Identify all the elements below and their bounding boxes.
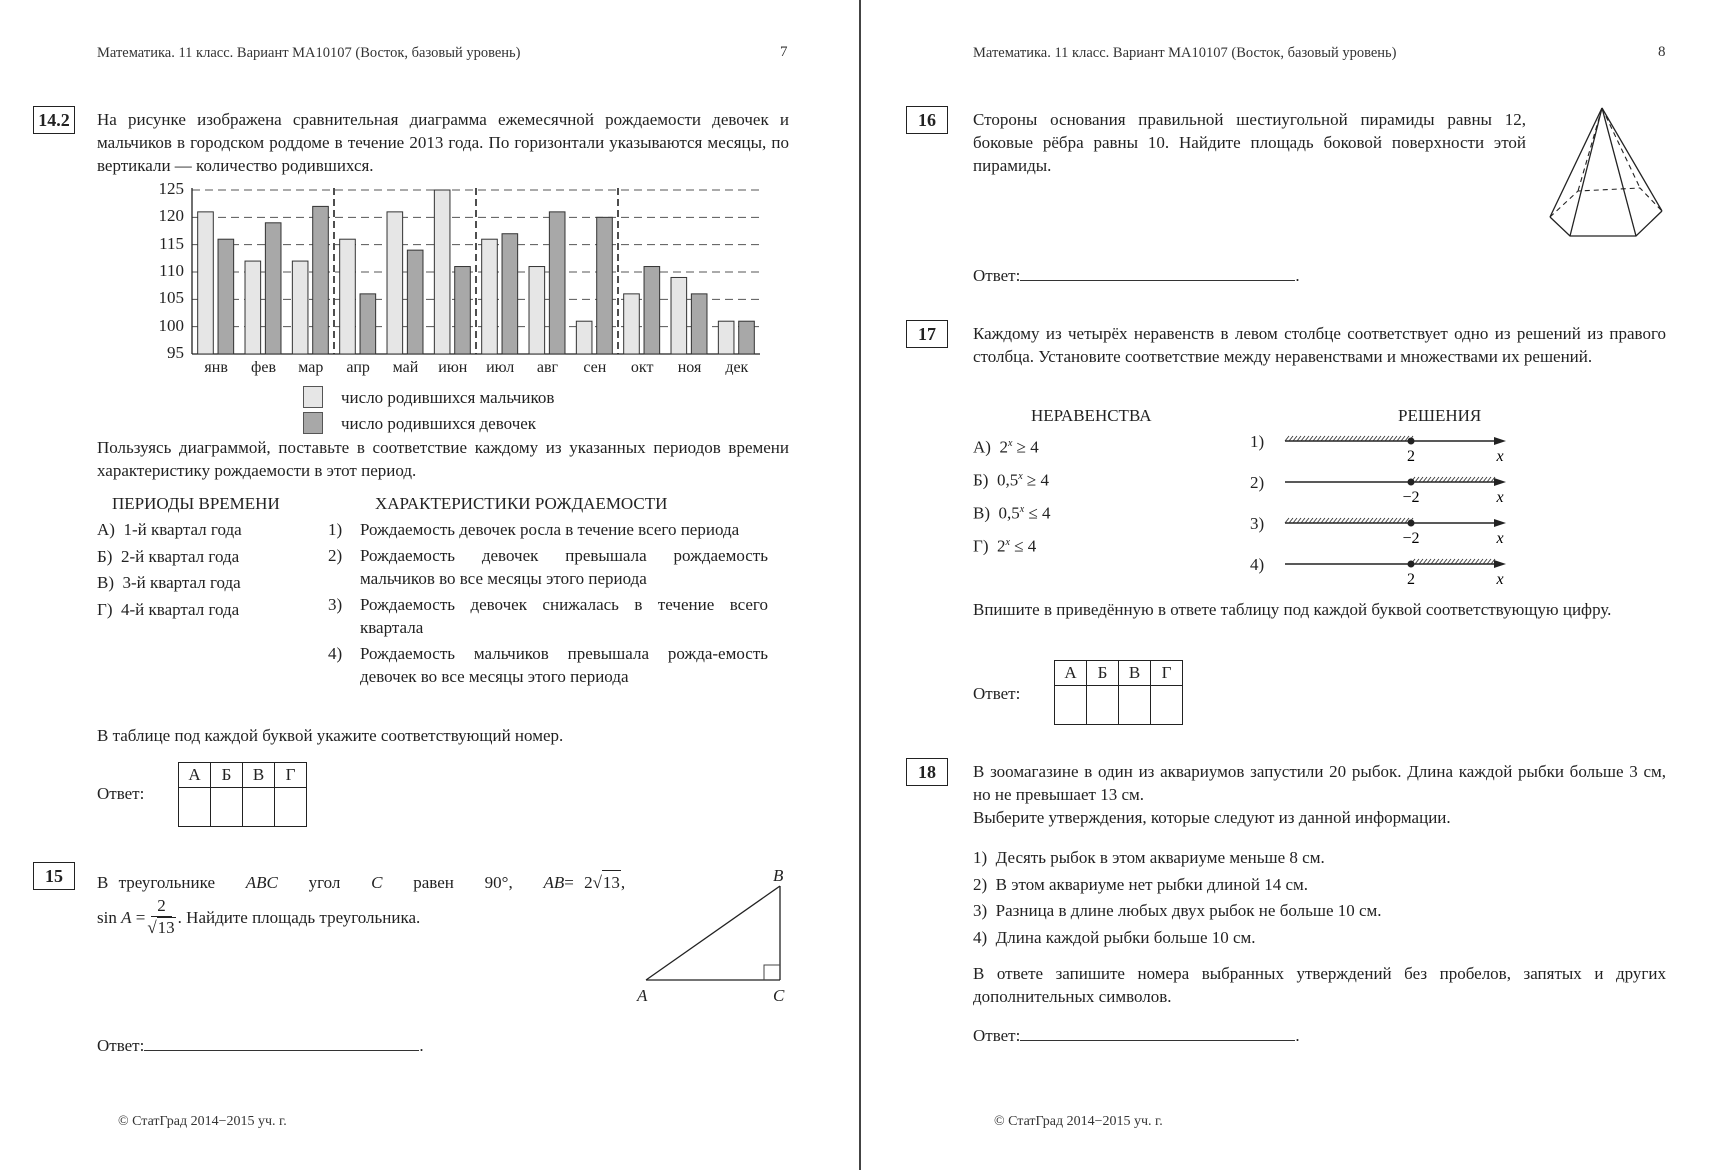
x-tick-label: сен <box>583 359 607 376</box>
answer-cell-v[interactable] <box>1119 686 1151 725</box>
legend-label-boys: число родившихся мальчиков <box>341 387 555 407</box>
task-14-2-instruction: Пользуясь диаграммой, поставьте в соответствие каждому из указанных периодов времени характеристику рождаемости в этот период. <box>97 438 789 480</box>
task-16-text: Стороны основания правильной шестиугольной пирамиды равны 12, боковые рёбра равны 10. Найдите площадь боковой поверхности этой пирамиды. <box>973 110 1526 175</box>
number-line-icon <box>1280 553 1520 593</box>
statements-list <box>973 846 1382 952</box>
svg-text:2: 2 <box>1407 571 1415 588</box>
hexagonal-pyramid-figure <box>1528 100 1668 240</box>
svg-text:x: x <box>1496 489 1504 506</box>
col-header: Б <box>211 763 243 788</box>
inequality-item: Б) 0,5$^x$ ≥ 4 <box>973 470 1049 490</box>
task-number-17: 17 <box>906 320 948 348</box>
col-header: В <box>1119 661 1151 686</box>
number-line-icon <box>1280 430 1520 470</box>
answer-label: Ответ: <box>97 784 145 803</box>
inequality-item: Г) 2$^x$ ≤ 4 <box>973 536 1037 556</box>
x-tick-label: июл <box>486 359 515 376</box>
footer-copyright: © СтатГрад 2014−2015 уч. г. <box>118 1114 287 1129</box>
answer-line-15: Ответ: . <box>97 1032 424 1056</box>
x-tick-label: июн <box>438 359 468 376</box>
col-header: Б <box>1087 661 1119 686</box>
period-item: А) 1-й квартал года <box>97 520 242 539</box>
page-number: 8 <box>1658 44 1666 60</box>
answer-input-16[interactable] <box>1020 262 1295 281</box>
page-7 <box>0 0 860 1170</box>
legend-item-boys <box>303 384 554 410</box>
fraction: $\frac{2}{√13}$ <box>147 896 175 937</box>
characteristics-header: ХАРАКТЕРИСТИКИ РОЖДАЕМОСТИ <box>375 494 668 513</box>
svg-text:x: x <box>1496 571 1504 588</box>
svg-text:2: 2 <box>1407 448 1415 465</box>
vertex-label-a: A <box>637 986 648 1005</box>
answer-table-17 <box>1054 660 1183 725</box>
statement-item: 4) Длина каждой рыбки больше 10 см. <box>973 927 1256 947</box>
task-number-16: 16 <box>906 106 948 134</box>
period-item: Г) 4-й квартал года <box>97 599 240 619</box>
table-instruction: В таблице под каждой буквой укажите соответствующий номер. <box>97 726 564 745</box>
task-number-15: 15 <box>33 862 75 890</box>
periods-header: ПЕРИОДЫ ВРЕМЕНИ <box>112 494 280 513</box>
inequality-item: А) 2$^x$ ≥ 4 <box>973 437 1039 457</box>
answer-cell-a[interactable] <box>179 788 211 827</box>
statement-item: 3) Разница в длине любых двух рыбок не больше 10 см. <box>973 901 1382 920</box>
task-15-line-2: sin A = $\frac{2}{√13}$ . Найдите площадь треугольника. <box>97 896 421 937</box>
page-header-title: Математика. 11 класс. Вариант МА10107 (Восток, базовый уровень) <box>97 45 521 61</box>
task-18-instruction: В ответе запишите номера выбранных утверждений без пробелов, запятых и других дополнительных символов. <box>973 964 1666 1006</box>
task-14-2-intro: На рисунке изображена сравнительная диаграмма ежемесячной рождаемости девочек и мальчиков в городском роддоме в течение 2013 года. По горизонтали указываются месяцы, по вертикали — количество родившихся. <box>97 110 789 175</box>
task-17-instruction: Впишите в приведённую в ответе таблицу под каждой буквой соответствующую цифру. <box>973 600 1612 619</box>
vertex-label-c: C <box>773 986 785 1005</box>
chart-legend <box>303 384 554 436</box>
task-number-14-2: 14.2 <box>33 106 75 134</box>
number-line-icon <box>1280 512 1520 552</box>
svg-text:−2: −2 <box>1402 530 1420 547</box>
inequalities-list <box>973 432 1051 564</box>
svg-text:x: x <box>1496 448 1504 465</box>
col-header: Г <box>1151 661 1183 686</box>
answer-cell-b[interactable] <box>1087 686 1119 725</box>
statement-item: 2) В этом аквариуме нет рыбки длиной 14 см. <box>973 874 1309 894</box>
inequality-item: В) 0,5$^x$ ≤ 4 <box>973 503 1051 523</box>
y-tick-label: 110 <box>159 261 184 280</box>
answer-table-14-2 <box>178 762 307 827</box>
solutions-header: РЕШЕНИЯ <box>1398 406 1482 425</box>
footer-copyright: © СтатГрад 2014−2015 уч. г. <box>994 1114 1163 1129</box>
col-header: Г <box>275 763 307 788</box>
inequalities-header: НЕРАВЕНСТВА <box>1031 406 1152 425</box>
x-tick-label: фев <box>250 359 277 376</box>
y-tick-label: 95 <box>167 343 184 362</box>
answer-input-18[interactable] <box>1020 1022 1295 1041</box>
answer-line-16: Ответ: . <box>973 262 1300 286</box>
answer-line-18: Ответ: . <box>973 1022 1300 1046</box>
col-header: А <box>179 763 211 788</box>
characteristic-item: 1) Рождаемость девочек росла в течение всего периода <box>328 520 740 539</box>
characteristic-item: 2) Рождаемость девочек превышала рождаемость мальчиков во все месяцы этого периода <box>328 546 768 588</box>
svg-text:x: x <box>1496 530 1504 547</box>
solution-item: 1) 2 x <box>1240 430 1500 470</box>
answer-cell-g[interactable] <box>1151 686 1183 725</box>
x-tick-label: май <box>392 359 419 376</box>
y-tick-label: 125 <box>158 179 184 198</box>
y-tick-label: 120 <box>158 206 184 226</box>
characteristics-list <box>328 518 768 688</box>
legend-swatch-dark <box>303 412 323 434</box>
x-tick-label: мар <box>298 359 324 376</box>
solution-item: 4) 2 x <box>1240 553 1500 593</box>
answer-cell-b[interactable] <box>211 788 243 827</box>
legend-label-girls: число родившихся девочек <box>341 413 537 433</box>
task-number-18: 18 <box>906 758 948 786</box>
answer-input-15[interactable] <box>144 1032 419 1051</box>
number-line-icon <box>1280 471 1520 511</box>
task-17-text: Каждому из четырёх неравенств в левом столбце соответствует одно из решений из правого столбца. Установите соответствие между неравенствами и множествами их решений. <box>973 324 1666 366</box>
page-number: 7 <box>780 44 788 60</box>
x-tick-label: окт <box>630 359 654 376</box>
col-header: В <box>243 763 275 788</box>
y-tick-label: 115 <box>159 233 184 253</box>
period-item: Б) 2-й квартал года <box>97 546 240 566</box>
task-18-text: В зоомагазине в один из аквариумов запустили 20 рыбок. Длина каждой рыбки больше 3 см, но не превышает 13 см. <box>973 762 1666 804</box>
characteristic-item: 3) Рождаемость девочек снижалась в течение всего квартала <box>328 595 768 637</box>
legend-swatch-light <box>303 386 323 408</box>
task-15-line-1: В треугольнике ABC угол C равен 90°, AB= 2√13, <box>97 870 625 894</box>
col-header: А <box>1055 661 1087 686</box>
x-tick-label: янв <box>204 359 228 376</box>
answer-cell-a[interactable] <box>1055 686 1087 725</box>
page-divider <box>859 0 861 1170</box>
periods-list <box>97 518 242 624</box>
page-8 <box>862 0 1722 1170</box>
x-tick-label: дек <box>725 359 749 376</box>
answer-cell-v[interactable] <box>243 788 275 827</box>
x-tick-label: ноя <box>677 359 702 376</box>
y-tick-label: 100 <box>158 315 184 335</box>
legend-item-girls <box>303 410 554 436</box>
answer-label: Ответ: <box>973 684 1021 703</box>
period-item: В) 3-й квартал года <box>97 573 241 592</box>
statement-item: 1) Десять рыбок в этом аквариуме меньше 8 см. <box>973 848 1325 867</box>
characteristic-item: 4) Рождаемость мальчиков превышала рожда-емость девочек во все месяцы этого периода <box>328 644 768 686</box>
solution-item: 3) −2 x <box>1240 512 1500 552</box>
y-tick-label: 105 <box>158 288 184 308</box>
task-18-prompt: Выберите утверждения, которые следуют из данной информации. <box>973 808 1451 827</box>
answer-cell-g[interactable] <box>275 788 307 827</box>
vertex-label-b: B <box>773 866 784 885</box>
x-tick-label: авг <box>536 359 559 376</box>
svg-text:−2: −2 <box>1402 489 1420 506</box>
x-tick-label: апр <box>346 359 370 376</box>
solution-item: 2) −2 x <box>1240 471 1500 511</box>
page-header-title: Математика. 11 класс. Вариант МА10107 (Восток, базовый уровень) <box>973 45 1397 61</box>
